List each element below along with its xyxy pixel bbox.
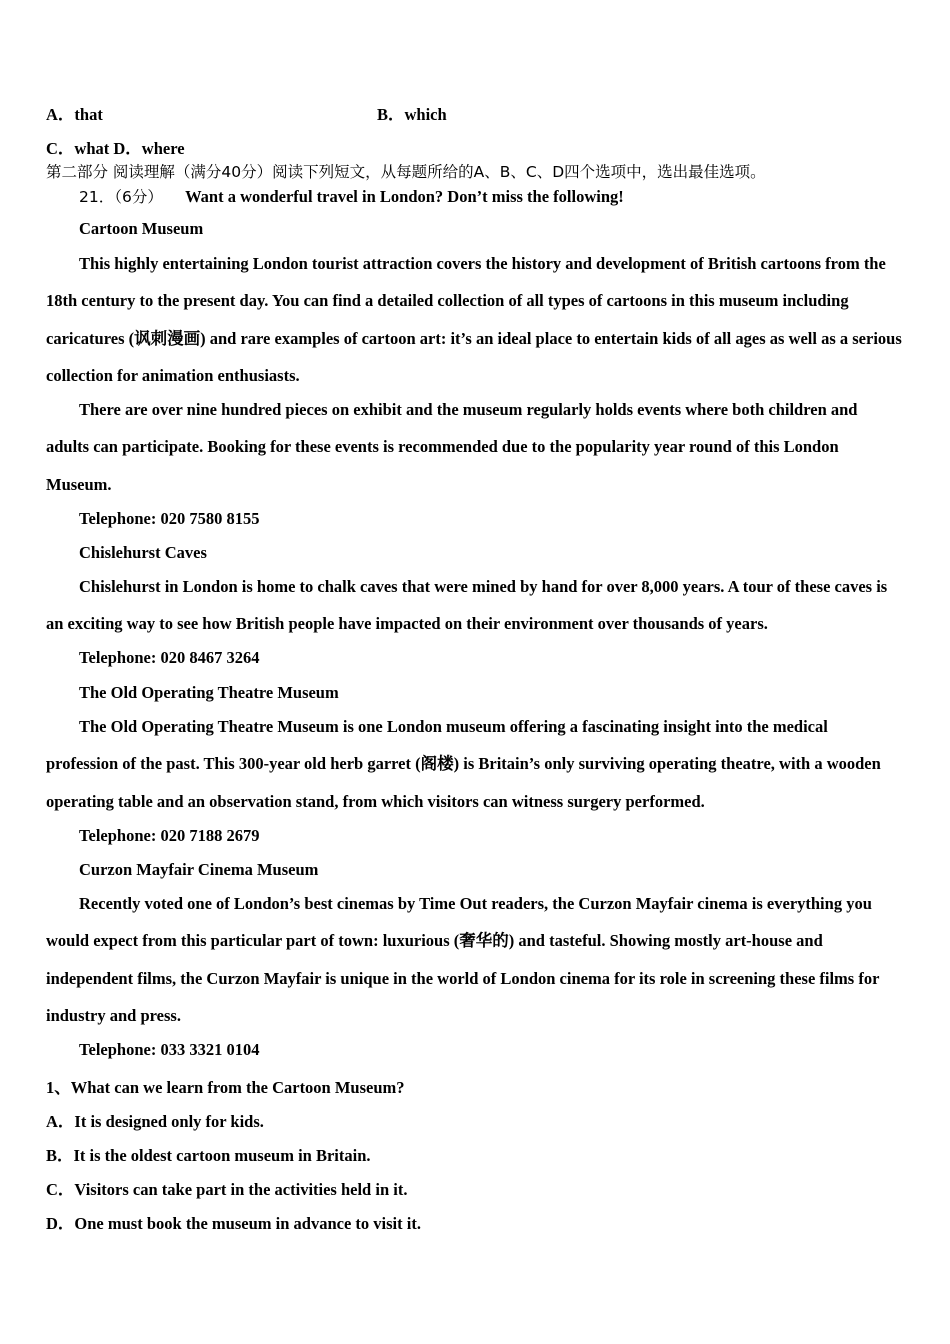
place-title: Cartoon Museum bbox=[79, 219, 204, 238]
place-paragraph: Chislehurst in London is home to chalk caves that were mined by hand for over 8,000 years. A tour of these caves is an exciting way to see how British people have impacted on their environment over thousands of years. bbox=[46, 577, 888, 634]
question-intro: Want a wonderful travel in London? Don’t miss the following! bbox=[185, 187, 624, 206]
option-a: A．that bbox=[46, 105, 103, 124]
place-paragraph: This highly entertaining London tourist attraction covers the history and development of British cartoons from the 18th century to the present day. You can find a detailed collection of all types of cartoons in this museum including caricatures (讽刺漫画) and rare examples of cartoon art: it’s an ideal place to entertain kids of all ages as well as a serious collection for animation enthusiasts. bbox=[46, 254, 902, 385]
answer-option-c: C．Visitors can take part in the activities held in it. bbox=[46, 1180, 408, 1199]
place-paragraph: Recently voted one of London’s best cinemas by Time Out readers, the Curzon Mayfair cinema is everything you would expect from this particular part of town: luxurious (奢华的) and tasteful. Showing mostly art-house and independent films, the Curzon Mayfair is unique in the world of London cinema for its role in screening these films for industry and press. bbox=[46, 894, 880, 1025]
question-heading bbox=[79, 185, 624, 207]
answer-option-b: B．It is the oldest cartoon museum in Britain. bbox=[46, 1146, 371, 1165]
place-title: Chislehurst Caves bbox=[79, 543, 207, 562]
option-b: B．which bbox=[377, 105, 447, 124]
place-telephone: Telephone: 020 7188 2679 bbox=[79, 826, 260, 845]
question-number: 21．（6分） bbox=[79, 188, 163, 206]
place-telephone: Telephone: 020 8467 3264 bbox=[79, 648, 260, 667]
answer-option-d: D．One must book the museum in advance to visit it. bbox=[46, 1214, 421, 1233]
option-c-d: C．what D．where bbox=[46, 139, 185, 158]
answer-option-a: A．It is designed only for kids. bbox=[46, 1112, 264, 1131]
place-title: Curzon Mayfair Cinema Museum bbox=[79, 860, 319, 879]
place-paragraph: The Old Operating Theatre Museum is one London museum offering a fascinating insight into the medical profession of the past. This 300-year old herb garret (阁楼) is Britain’s only surviving operating theatre, with a wooden operating table and an observation stand, from which visitors can witness surgery performed. bbox=[46, 717, 881, 811]
place-paragraph: There are over nine hundred pieces on exhibit and the museum regularly holds events where both children and adults can participate. Booking for these events is recommended due to the popularity year round of this London Museum. bbox=[46, 400, 858, 494]
place-telephone: Telephone: 020 7580 8155 bbox=[79, 509, 260, 528]
sub-question-stem: 1、What can we learn from the Cartoon Museum? bbox=[46, 1078, 405, 1097]
place-title: The Old Operating Theatre Museum bbox=[79, 683, 339, 702]
section-header: 第二部分 阅读理解（满分40分）阅读下列短文，从每题所给的A、B、C、D四个选项中，选出最佳选项。 bbox=[46, 163, 766, 181]
place-telephone: Telephone: 033 3321 0104 bbox=[79, 1040, 260, 1059]
